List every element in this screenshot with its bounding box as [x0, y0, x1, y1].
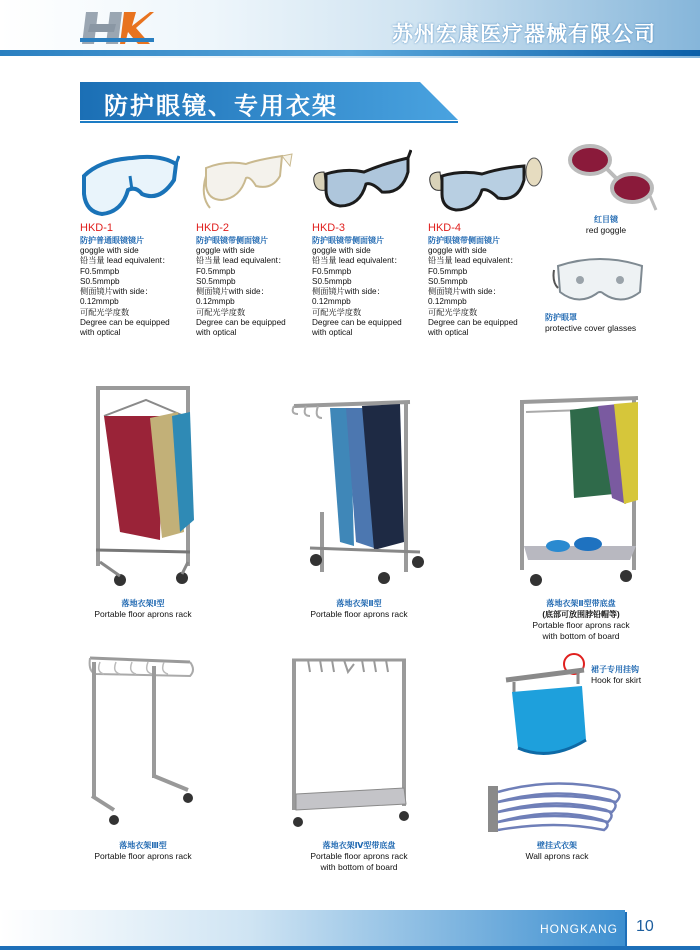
- skirt-hook-image: [500, 652, 592, 762]
- spec-line: 铅当量 lead equivalent：: [312, 256, 403, 266]
- spec-line: 铅当量 lead equivalent：: [428, 256, 519, 266]
- product-hkd-3: [312, 146, 428, 339]
- spec-line: goggle with side: [196, 246, 255, 255]
- caption-en: Hook for skirt: [591, 675, 642, 685]
- footer-line: [0, 946, 700, 950]
- spec-line: S0.5mmpb: [312, 276, 352, 286]
- spec-line: with optical: [196, 328, 237, 338]
- rack-type4-board-image: [288, 654, 412, 832]
- caption-cn: 落地衣架Ⅱ型带底盘: [546, 599, 616, 608]
- rack-type3-caption: [48, 840, 238, 862]
- caption-en: Wall aprons rack: [525, 851, 589, 861]
- red-goggle-caption: [546, 214, 666, 235]
- spec-line: 侧面镜片with side：: [312, 287, 385, 297]
- spec-line: S0.5mmpb: [196, 276, 236, 286]
- goggle-hkd2-image: [196, 146, 296, 220]
- red-goggle-image: [566, 138, 658, 212]
- product-name-cn: 防护眼镜带侧面镜片: [312, 236, 384, 245]
- caption-en: with bottom of board: [320, 862, 398, 872]
- product-hkd-4: [428, 146, 544, 339]
- spec-line: 铅当量 lead equivalent：: [80, 256, 171, 266]
- spec-line: with optical: [80, 328, 121, 338]
- goggle-hkd1-image: [80, 146, 180, 220]
- caption-cn: 裙子专用挂钩: [591, 665, 639, 674]
- goggle-hkd4-image: [428, 146, 546, 220]
- header-stripe: [0, 50, 700, 56]
- spec-line: goggle with side: [312, 246, 371, 255]
- spec-line: Degree can be equipped: [428, 318, 518, 328]
- wall-rack-caption: [462, 840, 652, 862]
- wall-rack-image: [484, 772, 630, 836]
- spec-line: 侧面镜片with side：: [428, 287, 501, 297]
- caption-cn: 红目镜: [594, 215, 618, 224]
- spec-line: Degree can be equipped: [312, 318, 402, 328]
- caption-en: with bottom of board: [542, 631, 620, 641]
- caption-cn: 落地衣架Ⅳ型带底盘: [322, 841, 396, 850]
- spec-line: Degree can be equipped: [196, 318, 286, 328]
- caption-en: protective cover glasses: [545, 323, 637, 333]
- spec-line: F0.5mmpb: [196, 266, 236, 276]
- caption-en: Portable floor aprons rack: [310, 609, 408, 619]
- footer-divider: [625, 912, 627, 948]
- rack-type4-board-caption: [264, 840, 454, 873]
- caption-en: Portable floor aprons rack: [310, 851, 408, 861]
- company-name: 苏州宏康医疗器械有限公司: [392, 21, 656, 46]
- footer-brand: HONGKANG: [539, 922, 618, 936]
- page-number: 10: [636, 918, 654, 935]
- spec-line: 铅当量 lead equivalent：: [196, 256, 287, 266]
- caption-cn-note: (底部可放围脖铅帽等): [542, 610, 620, 619]
- spec-line: 可配光学度数: [428, 307, 478, 317]
- spec-line: F0.5mmpb: [428, 266, 468, 276]
- model-label: HKD-3: [312, 222, 346, 234]
- rack-type2-board-caption: [486, 598, 676, 642]
- spec-line: 0.12mmpb: [196, 297, 235, 307]
- spec-line: 可配光学度数: [196, 307, 246, 317]
- model-label: HKD-1: [80, 222, 114, 234]
- spec-line: goggle with side: [428, 246, 487, 255]
- goggle-hkd3-image: [312, 146, 412, 220]
- rack-type1-image: [90, 382, 202, 592]
- product-name-cn: 防护普通眼镜镜片: [80, 236, 144, 245]
- spec-line: F0.5mmpb: [80, 266, 120, 276]
- spec-line: with optical: [428, 328, 469, 338]
- spec-line: 0.12mmpb: [428, 297, 467, 307]
- caption-cn: 壁挂式衣架: [537, 841, 577, 850]
- model-label: HKD-4: [428, 222, 462, 234]
- rack-type1-caption: [48, 598, 238, 620]
- caption-cn: 防护眼罩: [545, 313, 577, 322]
- spec-line: with optical: [312, 328, 353, 338]
- product-name-cn: 防护眼镜带侧面镜片: [196, 236, 268, 245]
- spec-line: 侧面镜片with side：: [80, 287, 153, 297]
- model-label: HKD-2: [196, 222, 230, 234]
- protective-cover-glasses-image: [552, 252, 648, 308]
- spec-line: 0.12mmpb: [80, 297, 119, 307]
- rack-type2-caption: [264, 598, 454, 620]
- footer-bar: [0, 910, 625, 950]
- caption-en: Portable floor aprons rack: [94, 851, 192, 861]
- caption-cn: 落地衣架Ⅰ型: [121, 599, 165, 608]
- spec-line: 0.12mmpb: [312, 297, 351, 307]
- skirt-hook-caption: [591, 664, 641, 685]
- product-hkd-1: [80, 146, 196, 339]
- product-hkd-2: [196, 146, 312, 339]
- section-title: 防护眼镜、专用衣架: [104, 93, 338, 120]
- rack-type2-board-image: [514, 386, 650, 590]
- caption-cn: 落地衣架Ⅲ型: [119, 841, 167, 850]
- caption-en: Portable floor aprons rack: [94, 609, 192, 619]
- caption-en: Portable floor aprons rack: [532, 620, 630, 630]
- spec-line: goggle with side: [80, 246, 139, 255]
- title-underline: [80, 121, 458, 123]
- spec-line: 可配光学度数: [80, 307, 130, 317]
- spec-line: F0.5mmpb: [312, 266, 352, 276]
- spec-line: Degree can be equipped: [80, 318, 170, 328]
- cover-glasses-caption: [545, 312, 636, 333]
- spec-line: 侧面镜片with side：: [196, 287, 269, 297]
- spec-line: S0.5mmpb: [80, 276, 120, 286]
- rack-type2-image: [290, 392, 432, 588]
- caption-cn: 落地衣架Ⅱ型: [336, 599, 382, 608]
- hk-logo-icon: [80, 8, 154, 48]
- caption-en: red goggle: [585, 225, 627, 235]
- spec-line: S0.5mmpb: [428, 276, 468, 286]
- product-name-cn: 防护眼镜带侧面镜片: [428, 236, 500, 245]
- rack-type3-image: [86, 652, 198, 830]
- spec-line: 可配光学度数: [312, 307, 362, 317]
